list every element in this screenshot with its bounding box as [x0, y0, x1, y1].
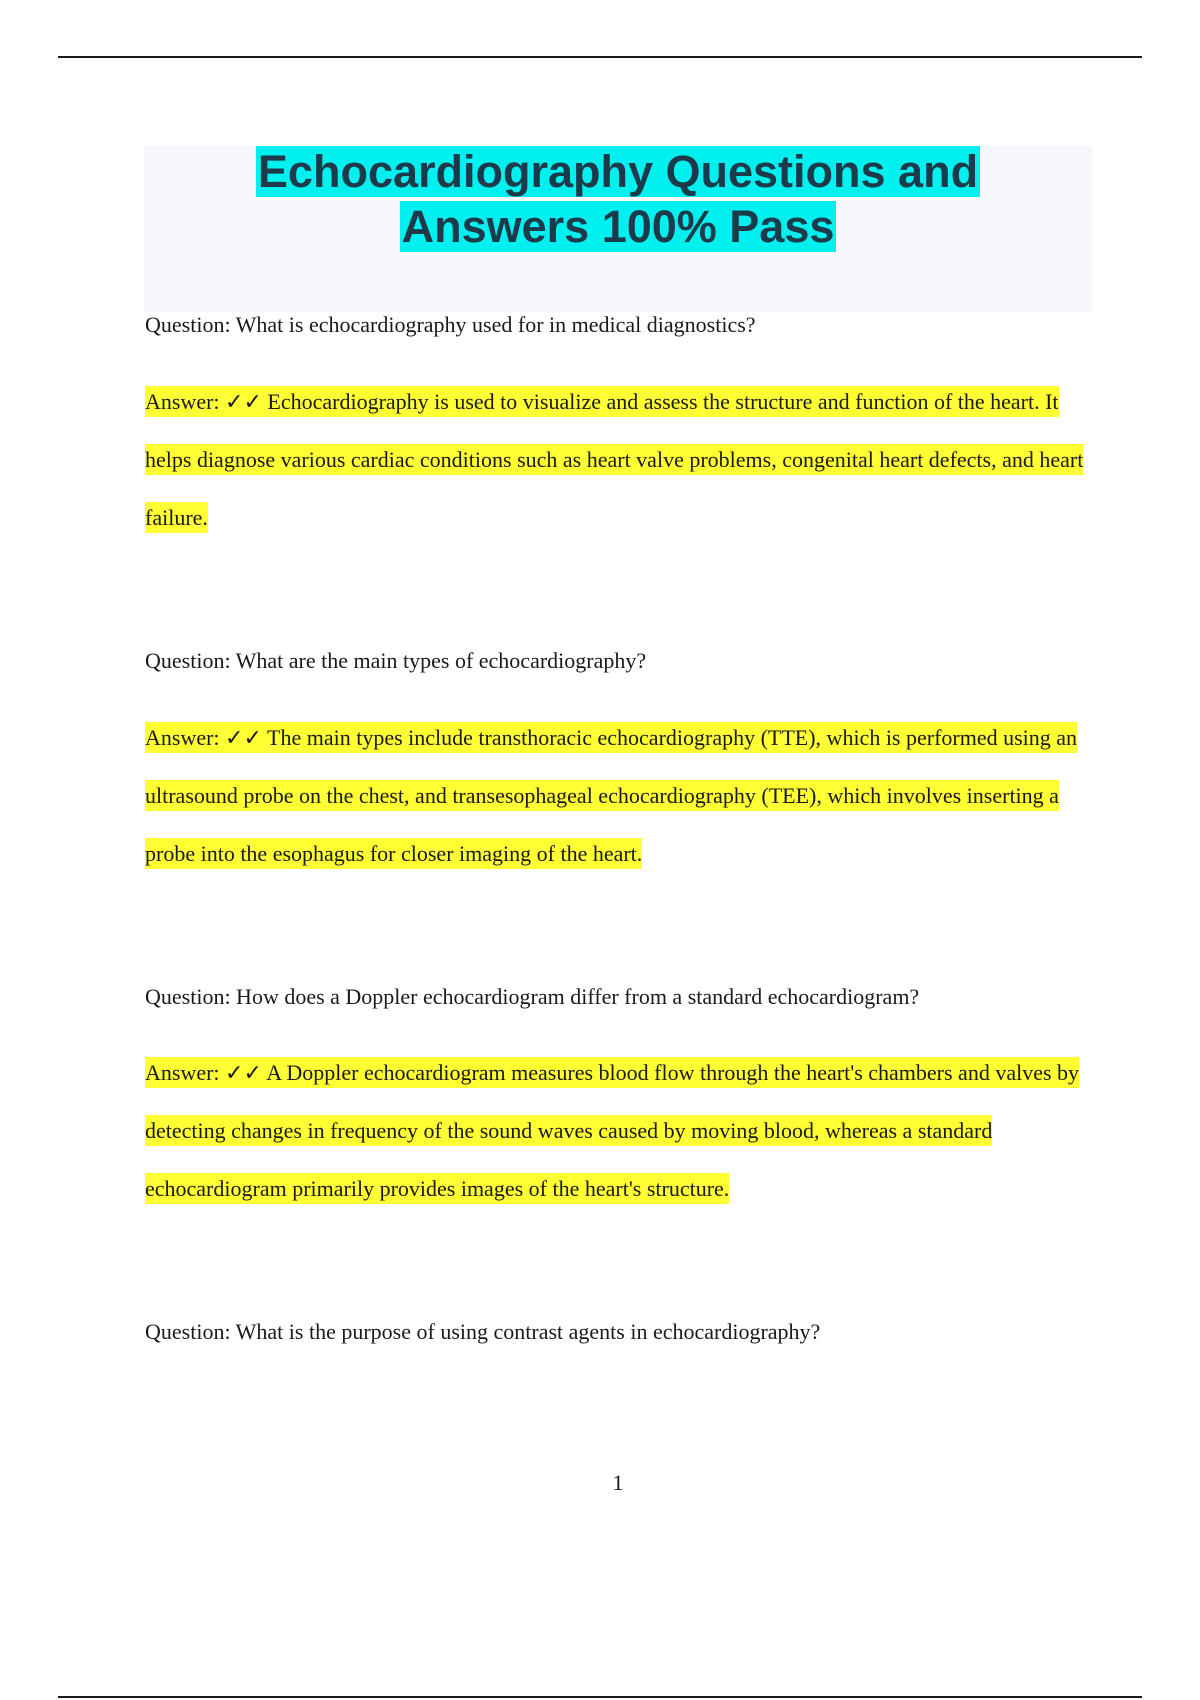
answer-1-text: Answer: ✓✓ Echocardiography is used to visualize and assess the structure and function of the heart. It helps diagnose various cardiac conditions such as heart valve problems, congenital heart defects, and heart failure.	[145, 386, 1083, 533]
title-line-1: Echocardiography Questions and	[257, 146, 979, 197]
answer-2-text: Answer: ✓✓ The main types include transthoracic echocardiography (TTE), which is performed using an ultrasound probe on the chest, and transesophageal echocardiography (TEE), which involves inserting a probe into the esophagus for closer imaging of the heart.	[145, 722, 1077, 869]
document-title	[144, 144, 1092, 254]
question-1: Question: What is echocardiography used for in medical diagnostics?	[145, 312, 756, 337]
answer-1	[145, 373, 1095, 547]
answer-3-text: Answer: ✓✓ A Doppler echocardiogram measures blood flow through the heart's chambers and valves by detecting changes in frequency of the sound waves caused by moving blood, whereas a standard echocardiogram primarily provides images of the heart's structure.	[145, 1057, 1079, 1204]
question-3: Question: How does a Doppler echocardiogram differ from a standard echocardiogram?	[145, 984, 920, 1009]
title-line-2: Answers 100% Pass	[401, 201, 835, 252]
answer-2	[145, 709, 1095, 883]
top-rule	[58, 56, 1142, 58]
question-2: Question: What are the main types of echocardiography?	[145, 648, 647, 673]
question-4: Question: What is the purpose of using contrast agents in echocardiography?	[145, 1319, 821, 1344]
answer-3	[145, 1044, 1095, 1218]
page-number: 1	[612, 1470, 624, 1495]
bottom-rule	[58, 1696, 1142, 1698]
